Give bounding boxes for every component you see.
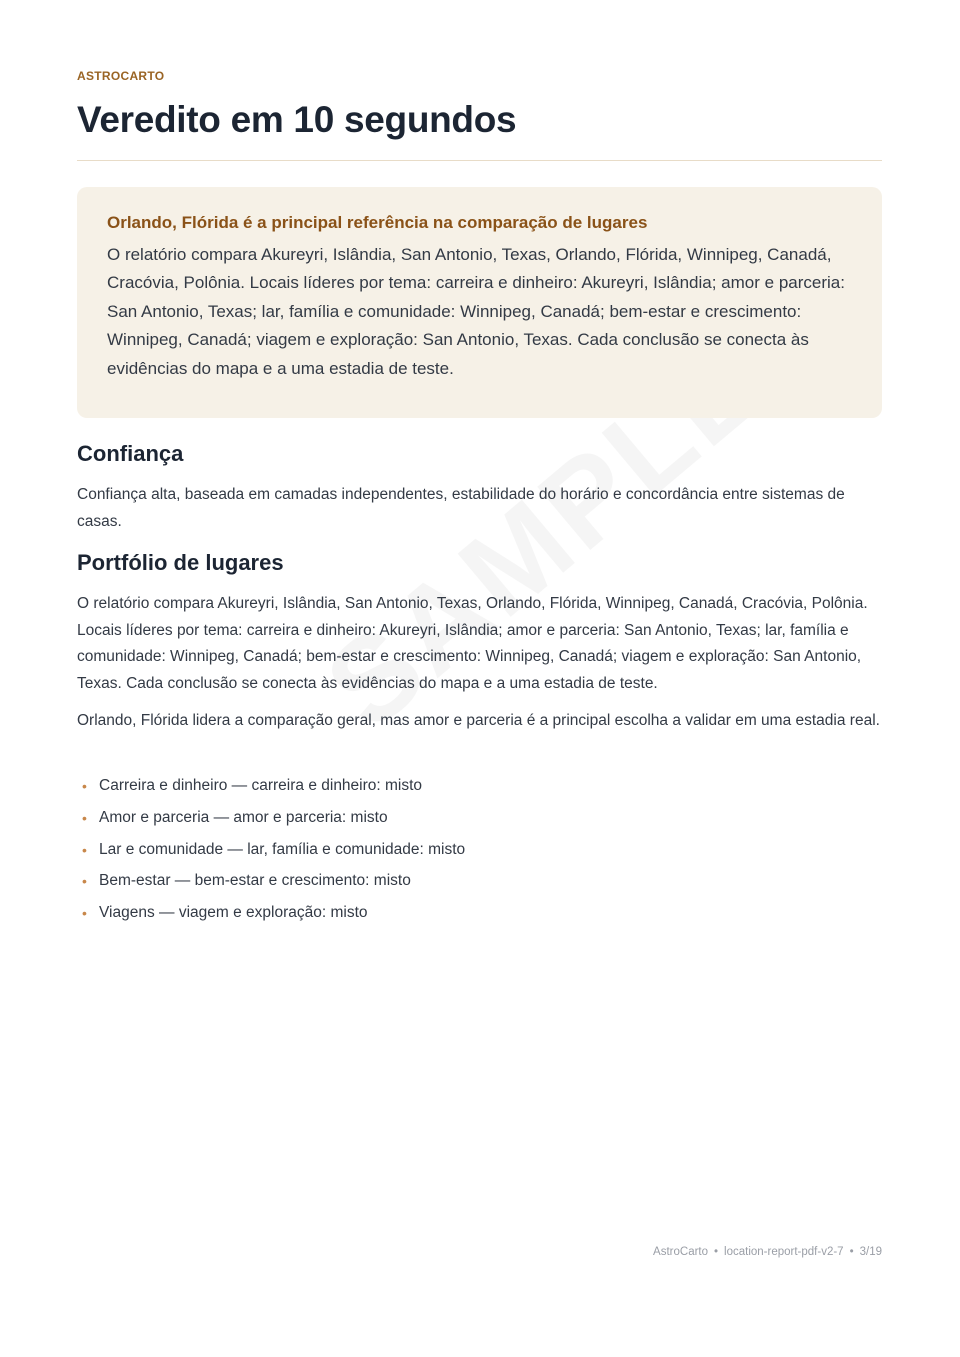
page-footer bbox=[653, 1246, 882, 1258]
page-number: 3/19 bbox=[859, 1246, 882, 1258]
portfolio-paragraph-1: O relatório compara Akureyri, Islândia, San Antonio, Texas, Orlando, Flórida, Winnipeg, Canadá, Cracóvia, Polônia. Locais líderes por tema: carreira e dinheiro: Akureyri, Islândia; amor e parceria: San Antonio, Texas; lar, família e comunidade: Winnipeg, Canadá; bem-estar e crescimento: Winnipeg, Canadá; viagem e exploração: San Antonio, Texas. Cada conclusão se conecta às evidências do mapa e a uma estadia de teste. bbox=[77, 595, 868, 692]
callout-body: O relatório compara Akureyri, Islândia, San Antonio, Texas, Orlando, Flórida, Winnipeg, Canadá, Cracóvia, Polônia. Locais líderes por tema: carreira e dinheiro: Akureyri, Islândia; amor e parceria: San Antonio, Texas; lar, família e comunidade: Winnipeg, Canadá; bem-estar e crescimento: Winnipeg, Canadá; viagem e exploração: San Antonio, Texas. Cada conclusão se conecta às evidências do mapa e a uma estadia de teste. bbox=[107, 245, 845, 378]
list-item-text: Carreira e dinheiro — carreira e dinheiro: misto bbox=[99, 777, 423, 794]
portfolio-heading: Portfólio de lugares bbox=[77, 550, 284, 575]
portfolio-paragraph-2: Orlando, Flórida lidera a comparação geral, mas amor e parceria é a principal escolha a validar em uma estadia real. bbox=[77, 712, 880, 729]
list-item-text: Bem-estar — bem-estar e crescimento: misto bbox=[99, 872, 411, 890]
bullet-icon: • bbox=[82, 873, 87, 890]
bullet-icon: • bbox=[82, 809, 87, 826]
confidence-heading: Confiança bbox=[77, 441, 184, 466]
footer-separator: • bbox=[849, 1246, 854, 1258]
title-divider bbox=[77, 160, 882, 161]
list-item-text: Lar e comunidade — lar, família e comunidade: misto bbox=[99, 840, 466, 858]
list-item bbox=[77, 805, 465, 837]
footer-separator: • bbox=[714, 1246, 719, 1258]
list-item-text: Viagens — viagem e exploração: misto bbox=[99, 904, 368, 922]
theme-list bbox=[77, 773, 465, 932]
list-item bbox=[77, 773, 465, 805]
footer-brand: AstroCarto bbox=[653, 1246, 709, 1258]
footer-doc-id: location-report-pdf-v2-7 bbox=[724, 1246, 844, 1258]
brand-label: ASTROCARTO bbox=[77, 69, 165, 83]
list-item bbox=[77, 837, 465, 869]
callout-title: Orlando, Flórida é a principal referência na comparação de lugares bbox=[107, 213, 648, 232]
verdict-callout bbox=[77, 187, 882, 418]
confidence-text: Confiança alta, baseada em camadas independentes, estabilidade do horário e concordância entre sistemas de casas. bbox=[77, 486, 845, 530]
list-item bbox=[77, 900, 465, 932]
bullet-icon: • bbox=[82, 841, 87, 858]
bullet-icon: • bbox=[82, 778, 87, 794]
list-item bbox=[77, 868, 465, 900]
page-title: Veredito em 10 segundos bbox=[77, 99, 517, 140]
list-item-text: Amor e parceria — amor e parceria: misto bbox=[99, 808, 388, 826]
bullet-icon: • bbox=[82, 905, 87, 922]
